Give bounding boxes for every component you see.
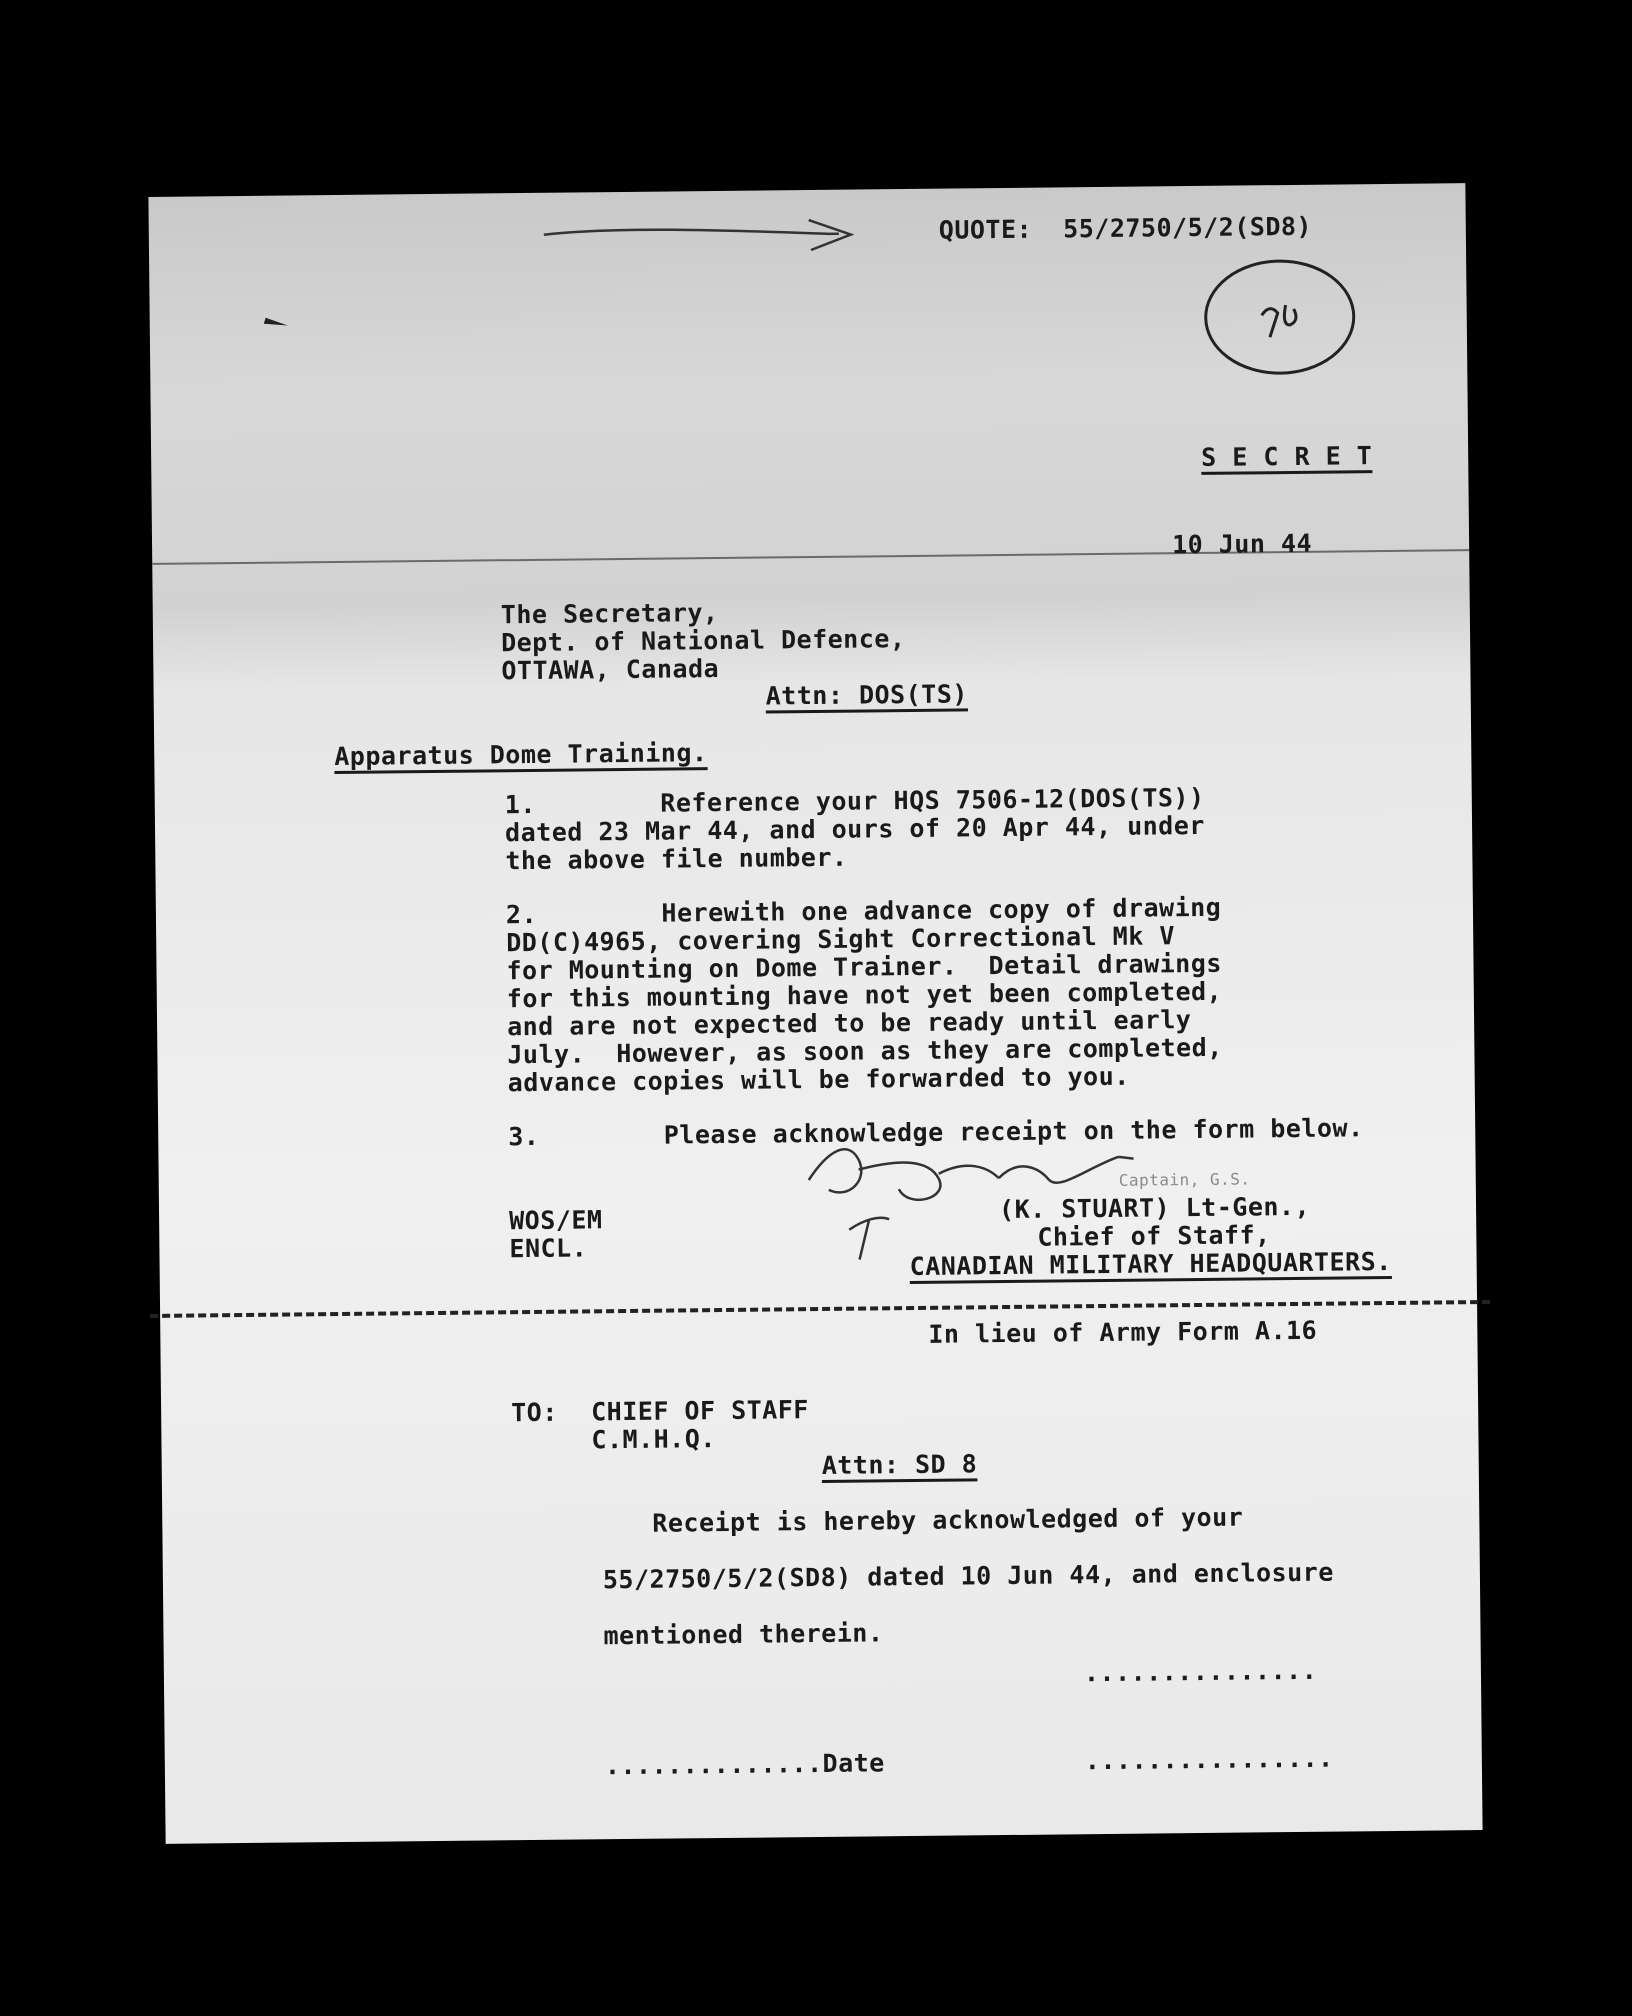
- addressee-line-2: Dept. of National Defence,: [500, 624, 906, 658]
- signature-stamp: Captain, G.S.: [1118, 1169, 1251, 1190]
- form-to-line-1: CHIEF OF STAFF: [591, 1395, 810, 1427]
- addressee-attn: Attn: DOS(TS): [765, 679, 968, 711]
- classification-secret: S E C R E T: [1201, 441, 1373, 472]
- addressee-line-1: The Secretary,: [500, 597, 719, 630]
- circled-folio-mark: [1199, 254, 1360, 386]
- form-to-line-2: C.M.H.Q.: [591, 1424, 717, 1455]
- pencil-arrow: [539, 209, 870, 262]
- signatory-title: Chief of Staff,: [1037, 1220, 1271, 1252]
- paragraph-1: 1. Reference your HQS 7506-12(DOS(TS)) dated 23 Mar 44, and ours of 20 Apr 44, under the above file number.: [504, 782, 1206, 876]
- receipt-line-1: Receipt is hereby acknowledged of your: [652, 1502, 1244, 1538]
- paragraph-2: 2. Herewith one advance copy of drawing DD(C)4965, covering Sight Correctional Mk V for Mounting on Dome Trainer. Detail drawings for this mounting have not yet been completed, and are not expected to be ready until early July. However, as soon as they are completed, advance copies will be forwarded to you.: [505, 892, 1223, 1098]
- initials-line-1: WOS/EM: [509, 1205, 603, 1236]
- date-dots-right: ................: [1084, 1743, 1334, 1776]
- signatory-name: (K. STUART) Lt-Gen.,: [998, 1191, 1311, 1225]
- signature-dots: ...............: [1083, 1655, 1318, 1688]
- paragraph-3: 3. Please acknowledge receipt on the form below.: [508, 1113, 1364, 1152]
- subject-heading: Apparatus Dome Training.: [334, 738, 708, 772]
- form-attn: Attn: SD 8: [821, 1449, 978, 1480]
- addressee-line-3: OTTAWA, Canada: [501, 653, 720, 686]
- receipt-line-2: 55/2750/5/2(SD8) dated 10 Jun 44, and enclosure: [602, 1557, 1334, 1595]
- receipt-line-3: mentioned therein.: [603, 1618, 884, 1651]
- date-dots-label: ..............Date: [604, 1748, 885, 1781]
- form-to-label: TO:: [511, 1397, 558, 1428]
- document-page: [148, 183, 1482, 1844]
- letter-date: 10 Jun 44: [1171, 528, 1313, 560]
- quote-reference: QUOTE: 55/2750/5/2(SD8): [938, 211, 1313, 245]
- corner-mark: [262, 313, 292, 333]
- form-caption: In lieu of Army Form A.16: [928, 1315, 1318, 1349]
- signatory-org: CANADIAN MILITARY HEADQUARTERS.: [909, 1246, 1392, 1282]
- initials-line-2: ENCL.: [509, 1233, 588, 1264]
